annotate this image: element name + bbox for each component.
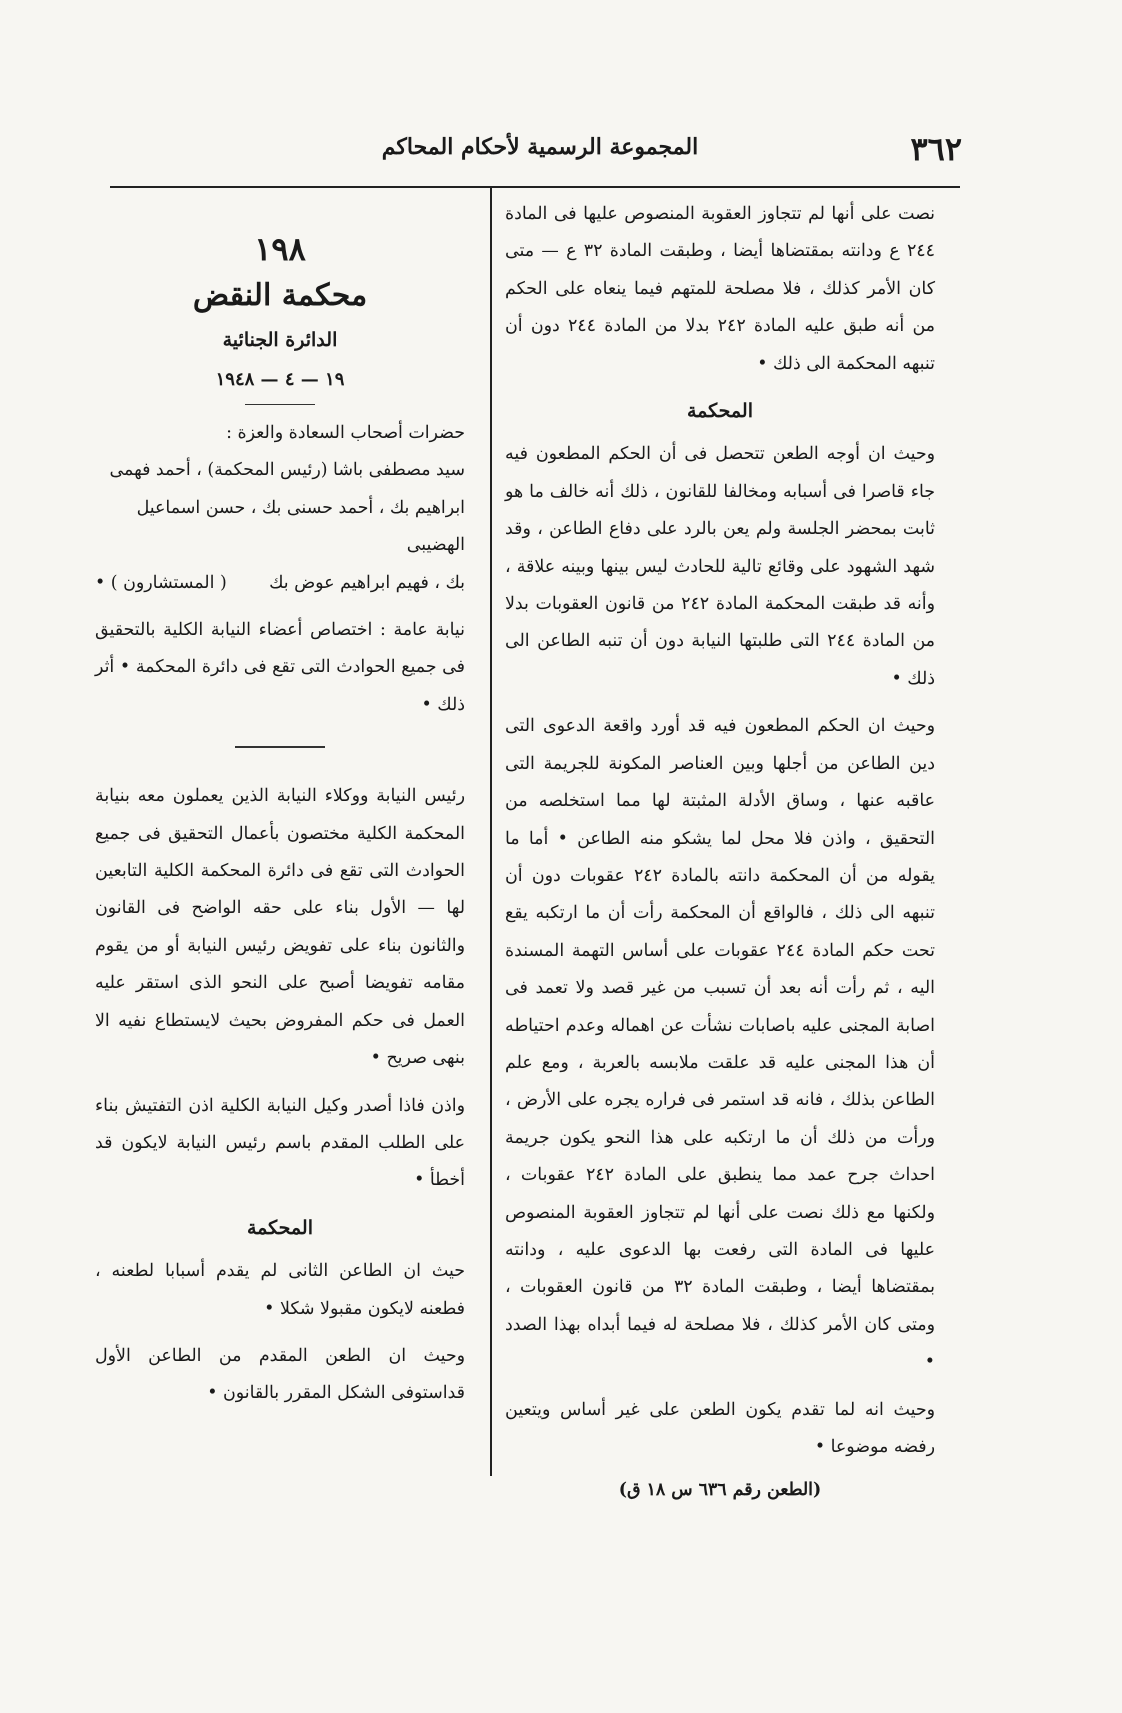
judges-line-1: سيد مصطفى باشا (رئيس المحكمة) ، أحمد فهمى: [109, 460, 465, 481]
judges-intro: حضرات أصحاب السعادة والعزة :: [226, 423, 465, 443]
ruling-paragraph-1: حيث ان الطاعن الثانى لم يقدم أسبابا لطعنه ، فطعنه لايكون مقبولا شكلا •: [95, 1261, 465, 1319]
page-header: [100, 128, 980, 178]
court-heading: المحكمة: [687, 400, 753, 423]
page-number: ٣٦٢: [910, 130, 962, 168]
continued-paragraph: نصت على أنها لم تتجاوز العقوبة المنصوص عليها فى المادة ٢٤٤ ع ودانته بمقتضاها أيضا ، وطبقت المادة ٣٢ ع — متى كان الأمر كذلك ، فلا مصلحة للمتهم فيما ينعاه على الحكم من أنه طبق عليه المادة ٢٤٢ بدلا من المادة ٢٤٤ دون أن تنبهه المحكمة الى ذلك •: [505, 204, 935, 374]
column-divider: [490, 186, 492, 1476]
judges-line-3-names: بك ، فهيم ابراهيم عوض بك: [269, 572, 465, 593]
judges-line-3: [95, 565, 465, 602]
case-date: ١٩ — ٤ — ١٩٤٨: [215, 369, 345, 390]
reasoning-paragraph: وحيث ان الحكم المطعون فيه قد أورد واقعة الدعوى التى دين الطاعن من أجلها وبين العناصر المكونة للجريمة التى عاقبه عنها ، وساق الأدلة المثبتة لها مما استخلصه من التحقيق ، واذن فلا محل لما يشكو منه الطاعن • أما ما يقوله من أن المحكمة دانته بالمادة ٢٤٢ عقوبات دون أن تنبهه الى ذلك ، فالواقع أن المحكمة رأت أن ما ارتكبه يقع تحت حكم المادة ٢٤٤ عقوبات على أساس التهمة المسندة اليه ، ثم رأت أنه بعد أن تسبب من غير قصد ولا تعمد فى اصابة المجنى عليه باصابات نشأت عن اهماله وعدم احتياطه أن هذا المجنى عليه قد علقت ملابسه بالعربة ، ومع علم الطاعن بذلك ، فانه قد استمر فى فراره يجره على الأرض ، ورأت من ذلك أن ما ارتكبه على هذا النحو يكون جريمة احداث جرح عمد مما ينطبق على المادة ٢٤٢ عقوبات ، ولكنها مع ذلك نصت على أنها لم تتجاوز العقوبة المنصوص عليها فى المادة التى رفعت بها الدعوى عليه ، ودانته بمقتضاها أيضا ، وطبقت المادة ٣٢ من قانون العقوبات ، ومتى كان الأمر كذلك ، فلا مصلحة له فيما أبداه بهذا الصدد •: [505, 716, 936, 1373]
principle-paragraph-1: رئيس النيابة ووكلاء النيابة الذين يعملون معه بنيابة المحكمة الكلية مختصون بأعمال التحقيق فى جميع الحوادث التى تقع فى دائرة المحكمة الكلية التابعين لها — الأول بناء على حقه الواضح فى القانون والثانون بناء على تفويض رئيس النيابة أو من يقوم مقامه تفويضا أصبح على النحو الذى استقر عليه العمل فى حكم المفروض بحيث لايستطاع نفيه الا بنهى صريح •: [95, 786, 465, 1069]
conclusion-paragraph: وحيث انه لما تقدم يكون الطعن على غير أساس ويتعين رفضه موضوعا •: [505, 1399, 935, 1457]
ruling-paragraph-2: وحيث ان الطعن المقدم من الطاعن الأول قداستوفى الشكل المقرر بالقانون •: [95, 1345, 465, 1404]
case-number: ١٩٨: [254, 230, 306, 268]
court-division: الدائرة الجنائية: [222, 329, 338, 351]
section-rule: [235, 746, 325, 748]
judges-line-2: ابراهيم بك ، أحمد حسنى بك ، حسن اسماعيل الهضيبى: [136, 497, 465, 556]
principle-paragraph-2: واذن فاذا أصدر وكيل النيابة الكلية اذن التفتيش بناء على الطلب المقدم باسم رئيس النيابة لايكون قد أخطأ •: [95, 1095, 465, 1191]
court-name: محكمة النقض: [192, 278, 368, 313]
right-column: [505, 196, 935, 1510]
judges-block: [95, 415, 465, 602]
running-title: المجموعة الرسمية لأحكام المحاكم: [381, 134, 699, 160]
judges-line-3-role: ( المستشارون ) •: [95, 572, 227, 593]
case-reference: (الطعن رقم ٦٣٦ س ١٨ ق): [618, 1480, 822, 1501]
short-rule: [245, 404, 315, 405]
header-rule: [110, 186, 960, 188]
grounds-paragraph: وحيث ان أوجه الطعن تتحصل فى أن الحكم المطعون فيه جاء قاصرا فى أسبابه ومخالفا للقانون ، ذلك أنه خالف ما هو ثابت بمحضر الجلسة ولم يعن بالرد على دفاع الطاعن ، وقد شهد الشهود على وقائع تالية للحادث ليس بينها وبينه علاقة ، وأنه قد طبقت المحكمة المادة ٢٤٢ من قانون العقوبات بدلا من المادة ٢٤٤ التى طلبتها النيابة دون أن تنبه الطاعن الى ذلك •: [505, 444, 936, 689]
court-heading-left: المحكمة: [247, 1216, 313, 1239]
headnote: نيابة عامة : اختصاص أعضاء النيابة الكلية بالتحقيق فى جميع الحوادث التى تقع فى دائرة المحكمة • أثر ذلك •: [95, 620, 465, 715]
left-column: [95, 196, 465, 1413]
